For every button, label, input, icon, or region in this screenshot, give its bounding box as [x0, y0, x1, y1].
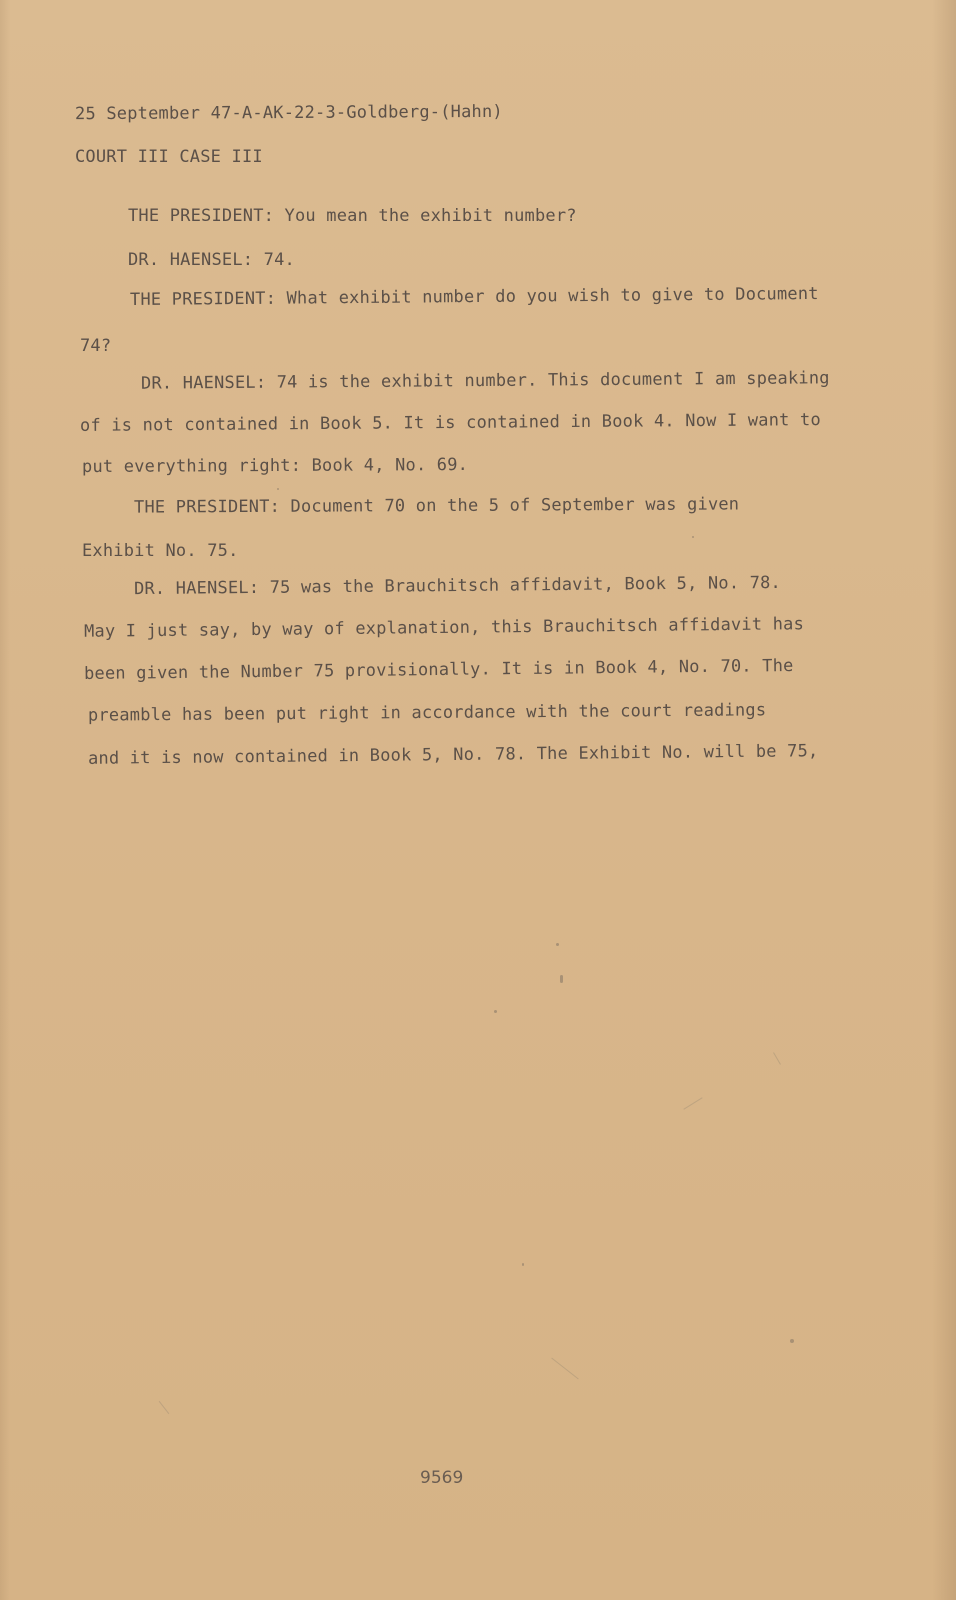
paper-speck — [522, 1263, 524, 1266]
transcript-line: been given the Number 75 provisionally. It is in Book 4, No. 70. The — [83, 655, 794, 685]
paper-speck — [556, 943, 559, 946]
transcript-line: DR. HAENSEL: 74 is the exhibit number. This document I am speaking — [140, 368, 830, 394]
transcript-line: THE PRESIDENT: Document 70 on the 5 of September was given — [133, 494, 740, 518]
paper-speck — [790, 1339, 794, 1343]
paper-speck — [692, 536, 694, 538]
transcript-line: Exhibit No. 75. — [82, 541, 239, 561]
page-number: 9569 — [420, 1468, 464, 1488]
paper-scratch — [683, 1097, 702, 1110]
paper-speck — [560, 975, 563, 983]
transcript-line: 74? — [80, 336, 112, 356]
transcript-line: THE PRESIDENT: What exhibit number do you wish to give to Document — [129, 283, 819, 311]
transcript-line: THE PRESIDENT: You mean the exhibit number? — [128, 206, 577, 226]
document-header-court-case: COURT III CASE III — [75, 147, 263, 167]
page-left-edge-shadow — [0, 0, 10, 1600]
transcript-line: and it is now contained in Book 5, No. 78. The Exhibit No. will be 75, — [87, 741, 819, 769]
paper-scratch — [551, 1358, 578, 1380]
paper-scratch — [773, 1052, 781, 1065]
transcript-line: preamble has been put right in accordance with the court readings — [87, 700, 767, 726]
document-header-date-reference: 25 September 47-A-AK-22-3-Goldberg-(Hahn) — [74, 101, 503, 125]
paper-speck — [277, 488, 279, 490]
paper-speck — [494, 1010, 497, 1013]
transcript-line: DR. HAENSEL: 74. — [128, 250, 295, 270]
transcript-line: DR. HAENSEL: 75 was the Brauchitsch affidavit, Book 5, No. 78. — [133, 572, 782, 600]
transcript-line: of is not contained in Book 5. It is contained in Book 4. Now I want to — [79, 410, 821, 436]
page-right-edge-shadow — [932, 0, 956, 1600]
paper-scratch — [159, 1401, 170, 1414]
transcript-line: put everything right: Book 4, No. 69. — [81, 454, 469, 478]
transcript-line: May I just say, by way of explanation, this Brauchitsch affidavit has — [83, 614, 805, 642]
